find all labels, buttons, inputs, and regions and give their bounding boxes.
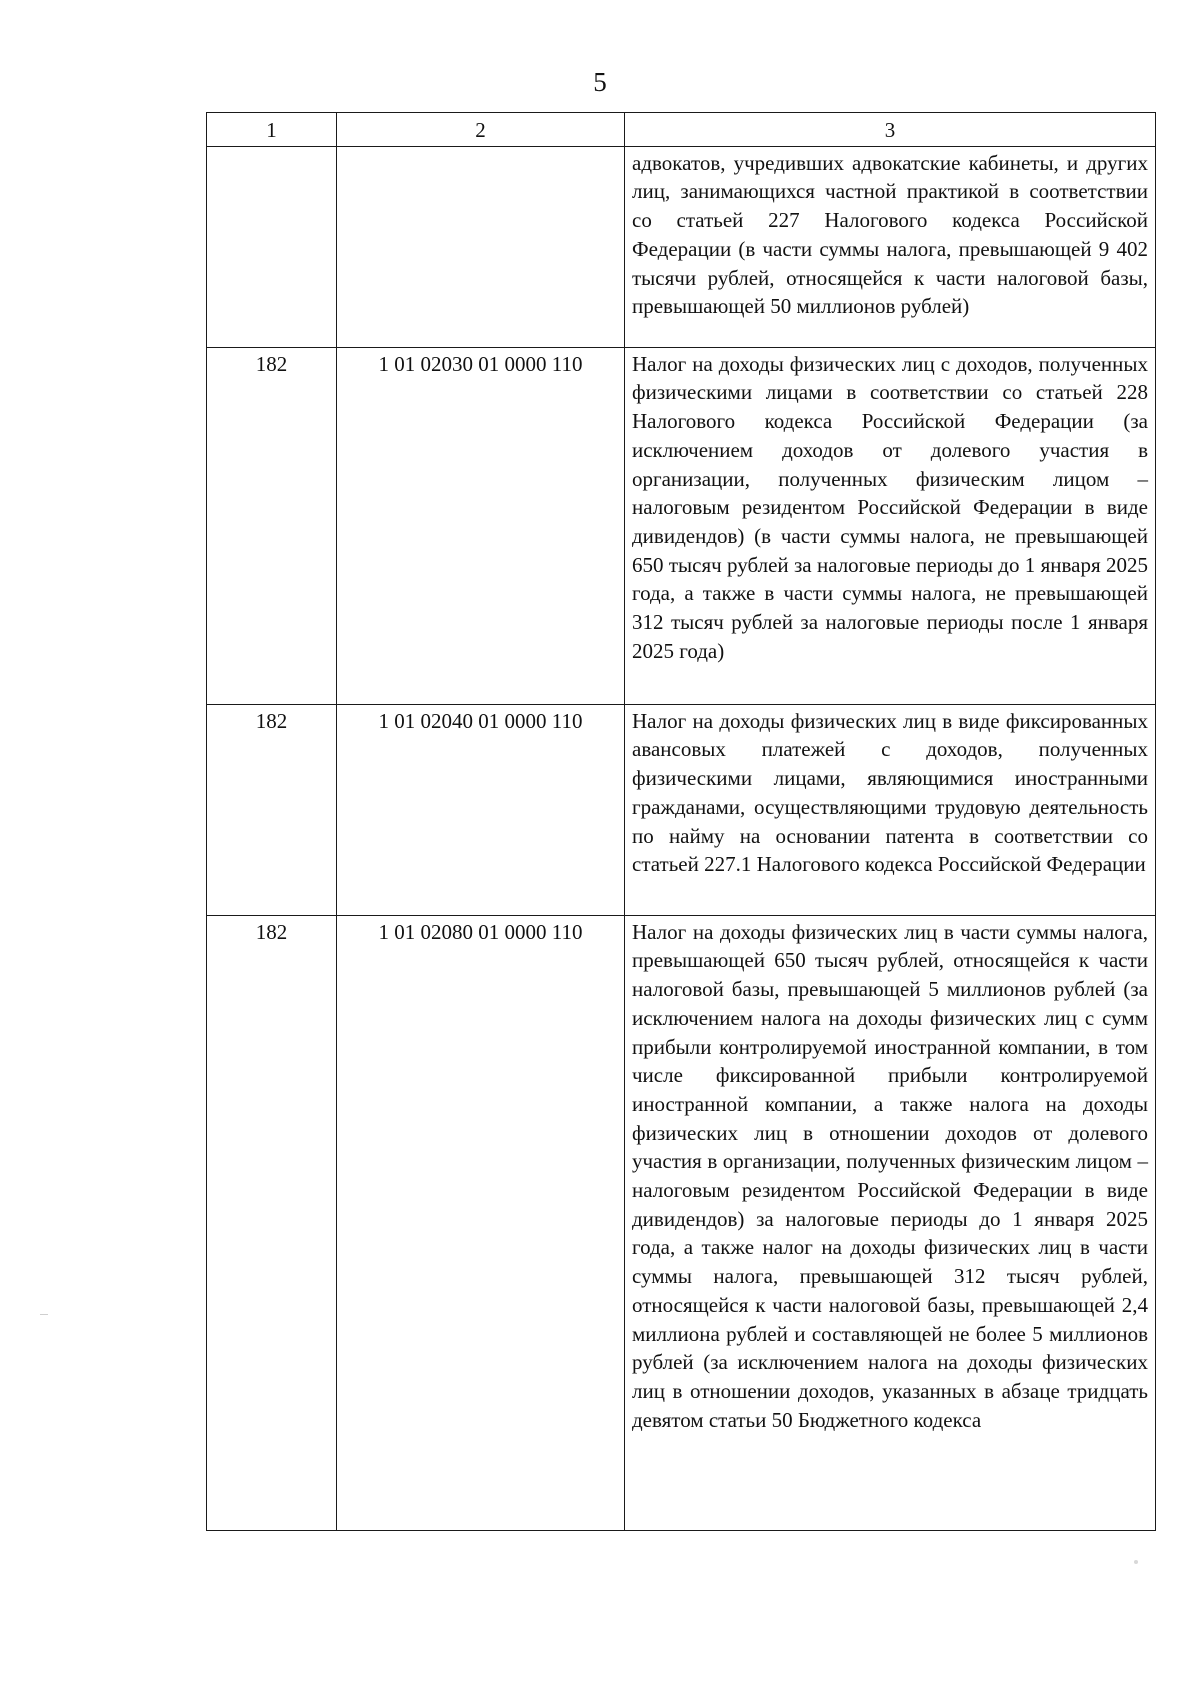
income-description-cell: Налог на доходы физических лиц в части суммы налога, превышающей 650 тысяч рублей, относящейся к части налоговой базы, превышающей 5 миллионов рублей (за исключением налога на доходы физических лиц с сумм прибыли контролируемой иностранной компании, в том числе фиксированной прибыли контролируемой иностранной компании, а также налога на доходы физических лиц в отношении доходов от долевого участия в организации, полученных физическим лицом – налоговым резидентом Российской Федерации в виде дивидендов) за налоговые периоды до 1 января 2025 года, а также налог на доходы физических лиц в части суммы налога, превышающей 312 тысяч рублей, относящейся к части налоговой базы, превышающей 2,4 миллиона рублей и составляющей не более 5 миллионов рублей (за исключением налога на доходы физических лиц в отношении доходов, указанных в абзаце тридцать девятом статьи 50 Бюджетного кодекса — [625, 915, 1156, 1530]
kbk-code-cell — [337, 146, 625, 347]
administrator-code-cell: 182 — [207, 704, 337, 915]
kbk-code-cell: 1 01 02030 01 0000 110 — [337, 347, 625, 704]
administrator-code-cell: 182 — [207, 347, 337, 704]
table-row — [207, 146, 1156, 347]
kbk-code-cell: 1 01 02080 01 0000 110 — [337, 915, 625, 1530]
scan-artifact — [40, 1314, 48, 1315]
income-description-cell: Налог на доходы физических лиц в виде фиксированных авансовых платежей с доходов, полученных физическими лицами, являющимися иностранными гражданами, осуществляющими трудовую деятельность по найму на основании патента в соответствии со статьей 227.1 Налогового кодекса Российской Федерации — [625, 704, 1156, 915]
income-description-cell: адвокатов, учредивших адвокатские кабинеты, и других лиц, занимающихся частной практикой в соответствии со статьей 227 Налогового кодекса Российской Федерации (в части суммы налога, превышающей 9 402 тысячи рублей, относящейся к части налоговой базы, превышающей 50 миллионов рублей) — [625, 146, 1156, 347]
column-header-2: 2 — [337, 113, 625, 147]
income-description-cell: Налог на доходы физических лиц с доходов, полученных физическими лицами в соответствии со статьей 228 Налогового кодекса Российской Федерации (за исключением доходов от долевого участия в организации, полученных физическим лицом – налоговым резидентом Российской Федерации в виде дивидендов) (в части суммы налога, не превышающей 650 тысяч рублей за налоговые периоды до 1 января 2025 года, а также в части суммы налога, не превышающей 312 тысяч рублей за налоговые периоды после 1 января 2025 года) — [625, 347, 1156, 704]
scan-artifact — [1134, 1560, 1138, 1564]
table-row — [207, 347, 1156, 704]
column-header-3: 3 — [625, 113, 1156, 147]
table-row — [207, 915, 1156, 1530]
administrator-code-cell: 182 — [207, 915, 337, 1530]
table-header-row — [207, 113, 1156, 147]
column-header-1: 1 — [207, 113, 337, 147]
page-number: 5 — [593, 67, 607, 97]
table-row — [207, 704, 1156, 915]
administrator-code-cell — [207, 146, 337, 347]
kbk-code-cell: 1 01 02040 01 0000 110 — [337, 704, 625, 915]
budget-classification-table — [206, 112, 1156, 1531]
